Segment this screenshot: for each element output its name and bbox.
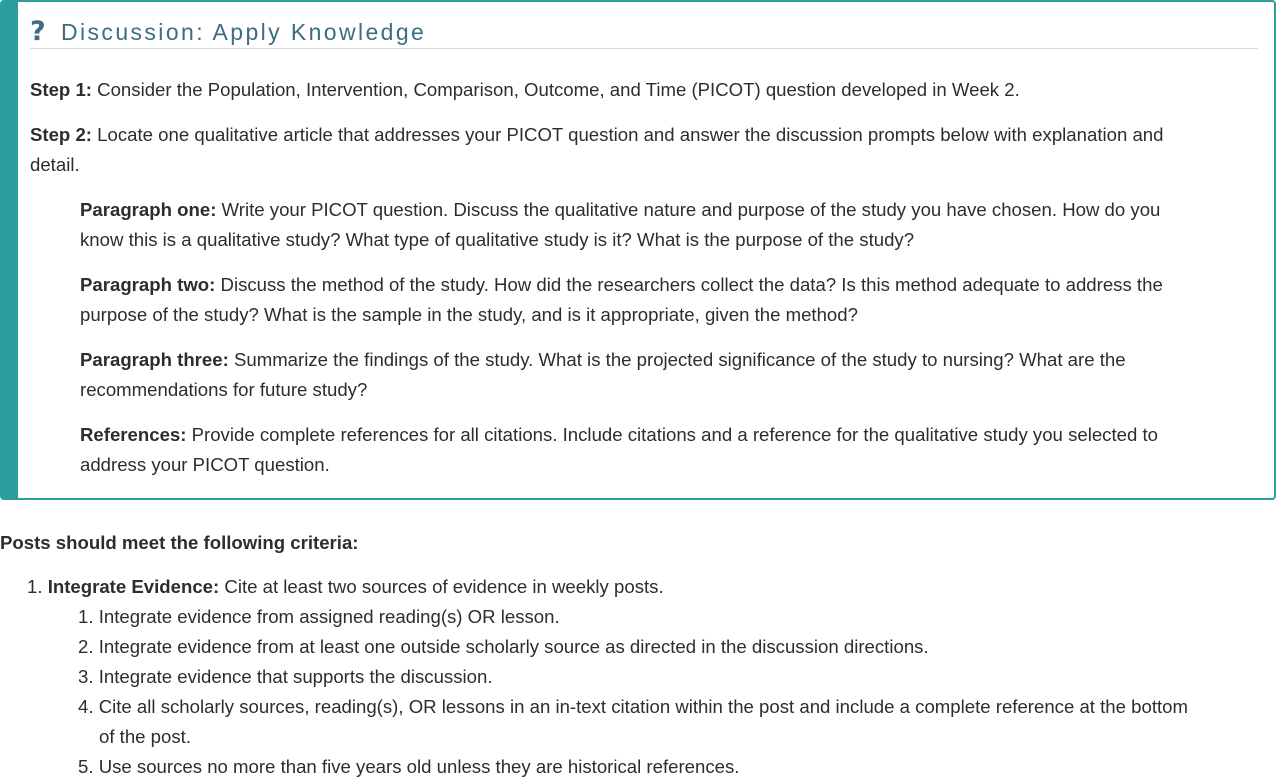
step-2-text-cont: detail.	[30, 154, 80, 175]
paragraph-one-text: Write your PICOT question. Discuss the qualitative nature and purpose of the study you have chosen. How do you	[216, 199, 1161, 220]
sub-list-item	[78, 692, 1268, 752]
paragraph-two-text-cont: purpose of the study? What is the sample in the study, and is it appropriate, given the method?	[80, 304, 858, 325]
paragraph-three	[80, 345, 1258, 405]
list-item-text: Integrate evidence from assigned reading(s) OR lesson.	[98, 606, 560, 627]
paragraph-two	[80, 270, 1258, 330]
paragraph-one-label: Paragraph one:	[80, 199, 217, 220]
list-item-text: Integrate evidence from at least one outside scholarly source as directed in the discussion directions.	[98, 636, 929, 657]
list-number: 4.	[78, 696, 94, 717]
step-2-text: Locate one qualitative article that addresses your PICOT question and answer the discussion prompts below with explanation and	[92, 124, 1164, 145]
step-1-text: Consider the Population, Intervention, Comparison, Outcome, and Time (PICOT) question developed in Week 2.	[92, 79, 1020, 100]
list-item-text-cont: of the post.	[99, 726, 191, 747]
paragraph-one	[80, 195, 1258, 255]
list-item-text: Cite all scholarly sources, reading(s), OR lessons in an in-text citation within the post and include a complete reference at the bottom	[98, 696, 1189, 717]
sub-list-item	[78, 602, 1268, 632]
step-2-label: Step 2:	[30, 124, 92, 145]
list-number: 1.	[78, 606, 94, 627]
sub-list-item	[78, 662, 1268, 692]
discussion-header	[30, 16, 1258, 49]
paragraph-three-label: Paragraph three:	[80, 349, 229, 370]
integrate-evidence-text: Cite at least two sources of evidence in weekly posts.	[219, 576, 664, 597]
list-number: 1.	[27, 576, 43, 597]
paragraph-one-text-cont: know this is a qualitative study? What type of qualitative study is it? What is the purpose of the study?	[80, 229, 915, 250]
step-1-label: Step 1:	[30, 79, 92, 100]
step-1	[30, 75, 1258, 105]
list-number: 5.	[78, 756, 94, 777]
references-text: Provide complete references for all citations. Include citations and a reference for the qualitative study you selected to	[186, 424, 1158, 445]
paragraph-two-text: Discuss the method of the study. How did the researchers collect the data? Is this method adequate to address the	[215, 274, 1163, 295]
criteria-heading: Posts should meet the following criteria:	[0, 532, 359, 553]
discussion-title: Discussion: Apply Knowledge	[61, 19, 427, 45]
list-item-text: Integrate evidence that supports the discussion.	[98, 666, 493, 687]
paragraph-three-text: Summarize the findings of the study. What is the projected significance of the study to nursing? What are the	[228, 349, 1126, 370]
step-2	[30, 120, 1258, 180]
question-mark-icon: ?	[30, 16, 46, 47]
list-number: 2.	[78, 636, 94, 657]
paragraph-two-label: Paragraph two:	[80, 274, 216, 295]
paragraph-three-text-cont: recommendations for future study?	[80, 379, 368, 400]
criteria-item-integrate-evidence	[27, 572, 1257, 602]
references-label: References:	[80, 424, 187, 445]
integrate-evidence-label: Integrate Evidence:	[47, 576, 220, 597]
references-text-cont: address your PICOT question.	[80, 454, 330, 475]
sub-list-item	[78, 632, 1268, 662]
list-item-text: Use sources no more than five years old unless they are historical references.	[98, 756, 740, 777]
references-paragraph	[80, 420, 1258, 480]
list-number: 3.	[78, 666, 94, 687]
